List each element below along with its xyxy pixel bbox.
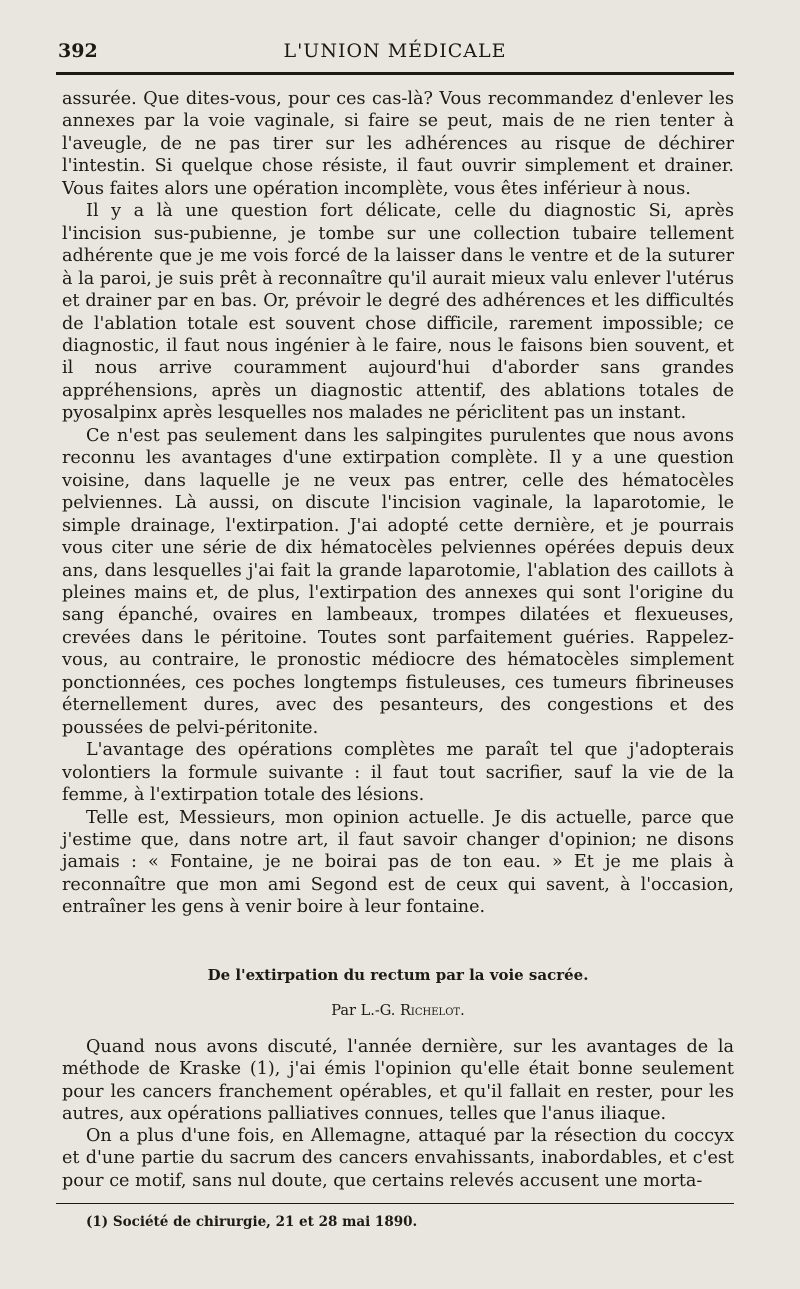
paragraph: L'avantage des opérations complètes me paraît tel que j'adopterais volontiers la formule suivante : il faut tout sacrifier, sauf la vie de la femme, à l'extirpation totale des lésions. <box>62 740 734 806</box>
paragraph: assurée. Que dites-vous, pour ces cas-là? Vous recommandez d'enlever les annexes par la voie vaginale, si faire se peut, mais de ne rien tenter à l'aveugle, de ne pas tirer sur les adhérences au risque de déchirer l'intestin. Si quelque chose résiste, il faut ouvrir simplement et drainer. Vous faites alors une opération incomplète, vous êtes inférieur à nous. <box>62 89 734 199</box>
author-name: Richelot. <box>400 1003 465 1019</box>
footnote: (1) Société de chirurgie, 21 et 28 mai 1890. <box>86 1214 418 1230</box>
footnote-rule <box>56 1203 734 1204</box>
running-head <box>58 40 732 70</box>
journal-title: L'UNION MÉDICALE <box>283 40 507 62</box>
paragraph: Quand nous avons discuté, l'année dernière, sur les avantages de la méthode de Kraske (1), j'ai émis l'opinion qu'elle était bonne seulement pour les cancers franchement opérables, et qu'il fallait en rester, pour les autres, aux opérations palliatives connues, telles que l'anus iliaque. <box>62 1037 734 1124</box>
byline-prefix: Par L.-G. <box>331 1003 401 1019</box>
body-text <box>62 88 734 919</box>
page-number: 392 <box>58 40 98 62</box>
article-title: De l'extirpation du rectum par la voie sacrée. <box>207 966 589 984</box>
header-rule <box>56 72 734 75</box>
article-byline <box>62 1003 734 1019</box>
article-body <box>62 1036 734 1192</box>
paragraph: Il y a là une question fort délicate, celle du diagnostic Si, après l'incision sus-pubienne, je tombe sur une collection tubaire tellement adhérente que je me vois forcé de la laisser dans le ventre et de la suturer à la paroi, je suis prêt à reconnaître qu'il aurait mieux valu enlever l'utérus et drainer par en bas. Or, prévoir le degré des adhérences et les difficultés de l'ablation totale est souvent chose difficile, rarement impossible; ce diagnostic, il faut nous ingénier à le faire, nous le faisons bien souvent, et il nous arrive couramment aujourd'hui d'aborder sans grandes appréhensions, après un diagnostic attentif, des ablations totales de pyosalpinx après lesquelles nos malades ne périclitent pas un instant. <box>62 201 734 424</box>
paragraph: Ce n'est pas seulement dans les salpingites purulentes que nous avons reconnu les avantages d'une extirpation complète. Il y a une question voisine, dans laquelle je ne veux pas entrer, celle des hématocèles pelviennes. Là aussi, on discute l'incision vaginale, la laparotomie, le simple drainage, l'extirpation. J'ai adopté cette dernière, et je pourrais vous citer une série de dix hématocèles pelviennes opérées depuis deux ans, dans lesquelles j'ai fait la grande laparotomie, l'ablation des caillots à pleines mains et, de plus, l'extirpation des annexes qui sont l'origine du sang épanché, ovaires en lambeaux, trompes dilatées et flexueuses, crevées dans le péritoine. Toutes sont parfaitement guéries. Rappelez-vous, au contraire, le pronostic médiocre des hématocèles simplement ponctionnées, ces poches longtemps fistuleuses, ces tumeurs fibrineuses éternellement dures, avec des pesanteurs, des congestions et des poussées de pelvi-péritonite. <box>62 425 734 738</box>
paragraph: Telle est, Messieurs, mon opinion actuelle. Je dis actuelle, parce que j'estime que, dans notre art, il faut savoir changer d'opinion; ne disons jamais : « Fontaine, je ne boirai pas de ton eau. » Et je me plais à reconnaître que mon ami Segond est de ceux qui savent, à l'occasion, entraîner les gens à venir boire à leur fontaine. <box>62 807 734 918</box>
paragraph: On a plus d'une fois, en Allemagne, attaqué par la résection du coccyx et d'une partie du sacrum des cancers envahissants, inabordables, et c'est pour ce motif, sans nul doute, que certains relevés accusent une morta- <box>62 1126 734 1191</box>
